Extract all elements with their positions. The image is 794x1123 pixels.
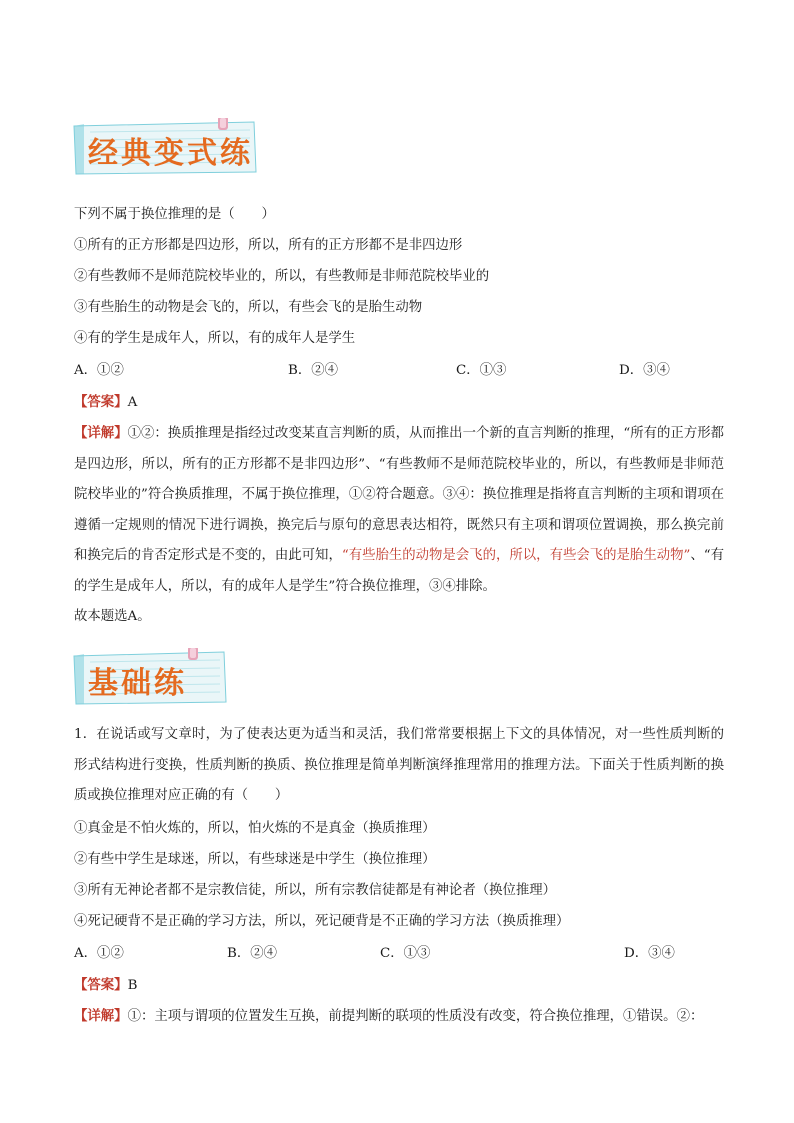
answer-tag: 【答案】: [74, 977, 128, 993]
answer-value: A: [127, 395, 138, 410]
option-a: A．①②: [74, 363, 124, 378]
answer-tag: 【答案】: [74, 394, 128, 410]
option-d: D．③④: [619, 363, 670, 378]
option-c: C．①③: [456, 363, 507, 378]
statement-4: ④死记硬背不是正确的学习方法，所以，死记硬背是不正确的学习方法（换质推理）: [74, 914, 570, 929]
option-d: D．③④: [624, 946, 675, 961]
detail-tag: 【详解】: [74, 1008, 128, 1024]
answer-value: B: [127, 978, 138, 993]
detail-line: [74, 1006, 724, 1027]
detail-tag: 【详解】: [74, 425, 128, 441]
detail-text-b: “有些胎生的动物是会飞的，所以，有些会飞的是胎生动物”: [341, 548, 691, 563]
detail-text-c: 、“有的学生是成年人，所以，有的成年人是学生”符合换位推理，③④排除。: [74, 548, 724, 594]
question-text: 下列不属于换位推理的是（ ）: [74, 207, 275, 222]
section-banner-basic: [70, 648, 230, 708]
option-b: B．②④: [227, 946, 278, 961]
banner-title: 基础练: [88, 666, 187, 701]
statement-1: ①真金是不怕火炼的，所以，怕火炼的不是真金（换质推理）: [74, 821, 436, 836]
statement-3: ③所有无神论者都不是宗教信徒，所以，所有宗教信徒都是有神论者（换位推理）: [74, 883, 557, 898]
option-c: C．①③: [380, 946, 431, 961]
answer-line: [74, 392, 724, 413]
statement-3: ③有些胎生的动物是会飞的，所以，有些会飞的是胎生动物: [74, 300, 423, 315]
statement-2: ②有些教师不是师范院校毕业的，所以，有些教师是非师范院校毕业的: [74, 269, 490, 284]
detail-text-a: ①②：换质推理是指经过改变某直言判断的质，从而推出一个新的直言判断的推理，“所有的正方形都是四边形，所以，所有的正方形都不是非四边形”、“有些教师不是师范院校毕业的，所以，有些教师是非师范院校毕业的”符合换质推理，不属于换位推理，①②符合题意。③④：换位推理是指将直言判断的主项和谓项在遵循一定规则的情况下进行调换，换完后与原句的意思表达相符，既然只有主项和谓项位置调换，那么换完前和换完后的肯否定形式是不变的，由此可知，: [74, 426, 725, 563]
conclusion-text: 故本题选A。: [74, 609, 151, 624]
section-banner-classic: [70, 118, 260, 178]
detail-paragraph: [74, 418, 724, 633]
statement-1: ①所有的正方形都是四边形，所以，所有的正方形都不是非四边形: [74, 238, 463, 253]
banner-title: 经典变式练: [88, 136, 253, 171]
question-paragraph: 1．在说话或写文章时，为了使表达更为适当和灵活，我们常常要根据上下文的具体情况，对一些性质判断的形式结构进行变换，性质判断的换质、换位推理是简单判断演绎推理常用的推理方法。下面关于性质判断的换质或换位推理对应正确的有（ ）: [74, 727, 724, 803]
option-b: B．②④: [288, 363, 339, 378]
option-a: A．①②: [74, 946, 124, 961]
statement-4: ④有的学生是成年人，所以，有的成年人是学生: [74, 331, 356, 346]
detail-text-a: ①：主项与谓项的位置发生互换，前提判断的联项的性质没有改变，符合换位推理，①错误。②：: [127, 1009, 704, 1024]
answer-line: [74, 975, 724, 996]
statement-2: ②有些中学生是球迷，所以，有些球迷是中学生（换位推理）: [74, 852, 436, 867]
